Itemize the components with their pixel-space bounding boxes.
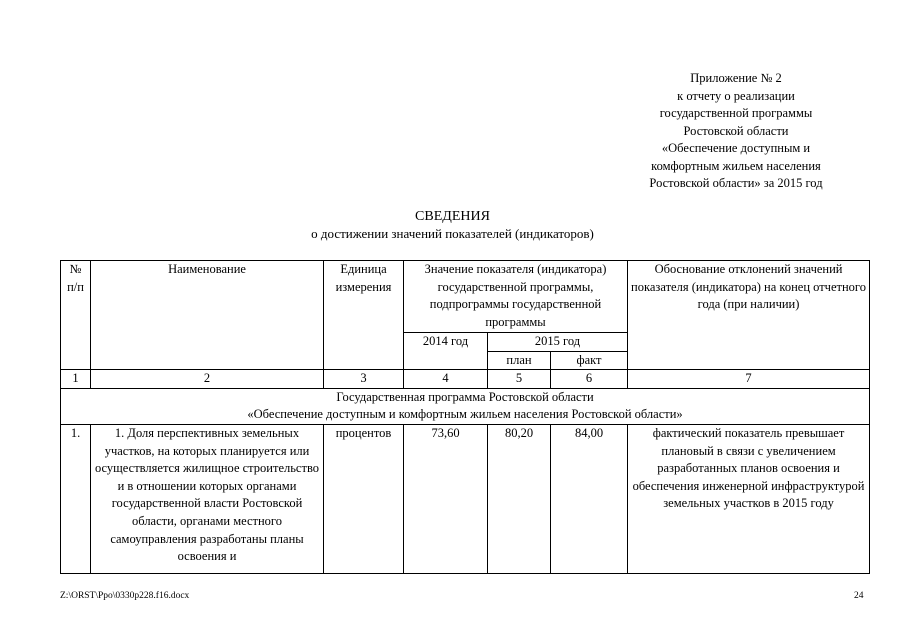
document-subtitle: о достижении значений показателей (индикаторов) — [311, 226, 594, 241]
document-heading — [0, 208, 905, 242]
appendix-line: к отчету о реализации — [677, 88, 795, 103]
header-year-2015: 2015 год — [488, 333, 628, 352]
document-title: СВЕДЕНИЯ — [415, 209, 490, 224]
row-fact-2015: 84,00 — [551, 424, 628, 573]
appendix-line: комфортным жильем населения — [651, 158, 821, 173]
section-title — [61, 388, 870, 424]
column-number-row — [61, 370, 870, 389]
column-number: 1 — [61, 370, 91, 389]
column-number: 6 — [551, 370, 628, 389]
table-row — [61, 424, 870, 573]
header-num: № п/п — [61, 261, 91, 370]
footer-file-path: Z:\ORST\Ppo\0330p228.f16.docx — [60, 591, 190, 601]
header-justification: Обоснование отклонений значений показателя (индикатора) на конец отчетного года (при наличии) — [628, 261, 870, 370]
section-row — [61, 388, 870, 424]
indicators-table — [60, 260, 870, 574]
section-title-line1: Государственная программа Ростовской области — [336, 389, 594, 404]
row-name-cell — [91, 424, 324, 573]
row-justification: фактический показатель превышает плановый в связи с увеличением разработанных планов освоения и обеспечения инженерной инфраструктурой земельных участков в 2015 году — [628, 424, 870, 573]
row-plan-2015: 80,20 — [488, 424, 551, 573]
header-year-2014: 2014 год — [404, 333, 488, 370]
header-fact: факт — [551, 351, 628, 370]
header-value-group: Значение показателя (индикатора) государственной программы, подпрограммы государственной программы — [404, 261, 628, 333]
row-name: 1. Доля перспективных земельных участков, на которых планируется или осуществляется жилищное строительство и в отношении которых органами государственной власти Ростовской области, органами местного самоуправления разработаны планы освоения и — [94, 425, 320, 564]
column-number: 3 — [324, 370, 404, 389]
page-number: 24 — [854, 591, 864, 601]
row-unit: процентов — [324, 424, 404, 573]
column-number: 4 — [404, 370, 488, 389]
appendix-line: Ростовской области» за 2015 год — [649, 176, 823, 190]
appendix-line: Приложение № 2 — [690, 71, 782, 85]
appendix-line: Ростовской области — [683, 123, 789, 138]
column-number: 5 — [488, 370, 551, 389]
header-unit: Единица измерения — [324, 261, 404, 370]
column-number: 7 — [628, 370, 870, 389]
column-number: 2 — [91, 370, 324, 389]
appendix-line: государственной программы — [659, 106, 813, 120]
header-plan: план — [488, 351, 551, 370]
appendix-line: «Обеспечение доступным и — [661, 141, 811, 155]
appendix-block — [612, 70, 860, 193]
section-title-line2: «Обеспечение доступным и комфортным жильем населения Ростовской области» — [247, 407, 683, 422]
row-value-2014: 73,60 — [404, 424, 488, 573]
header-name: Наименование — [91, 261, 324, 370]
row-num: 1. — [61, 424, 91, 573]
